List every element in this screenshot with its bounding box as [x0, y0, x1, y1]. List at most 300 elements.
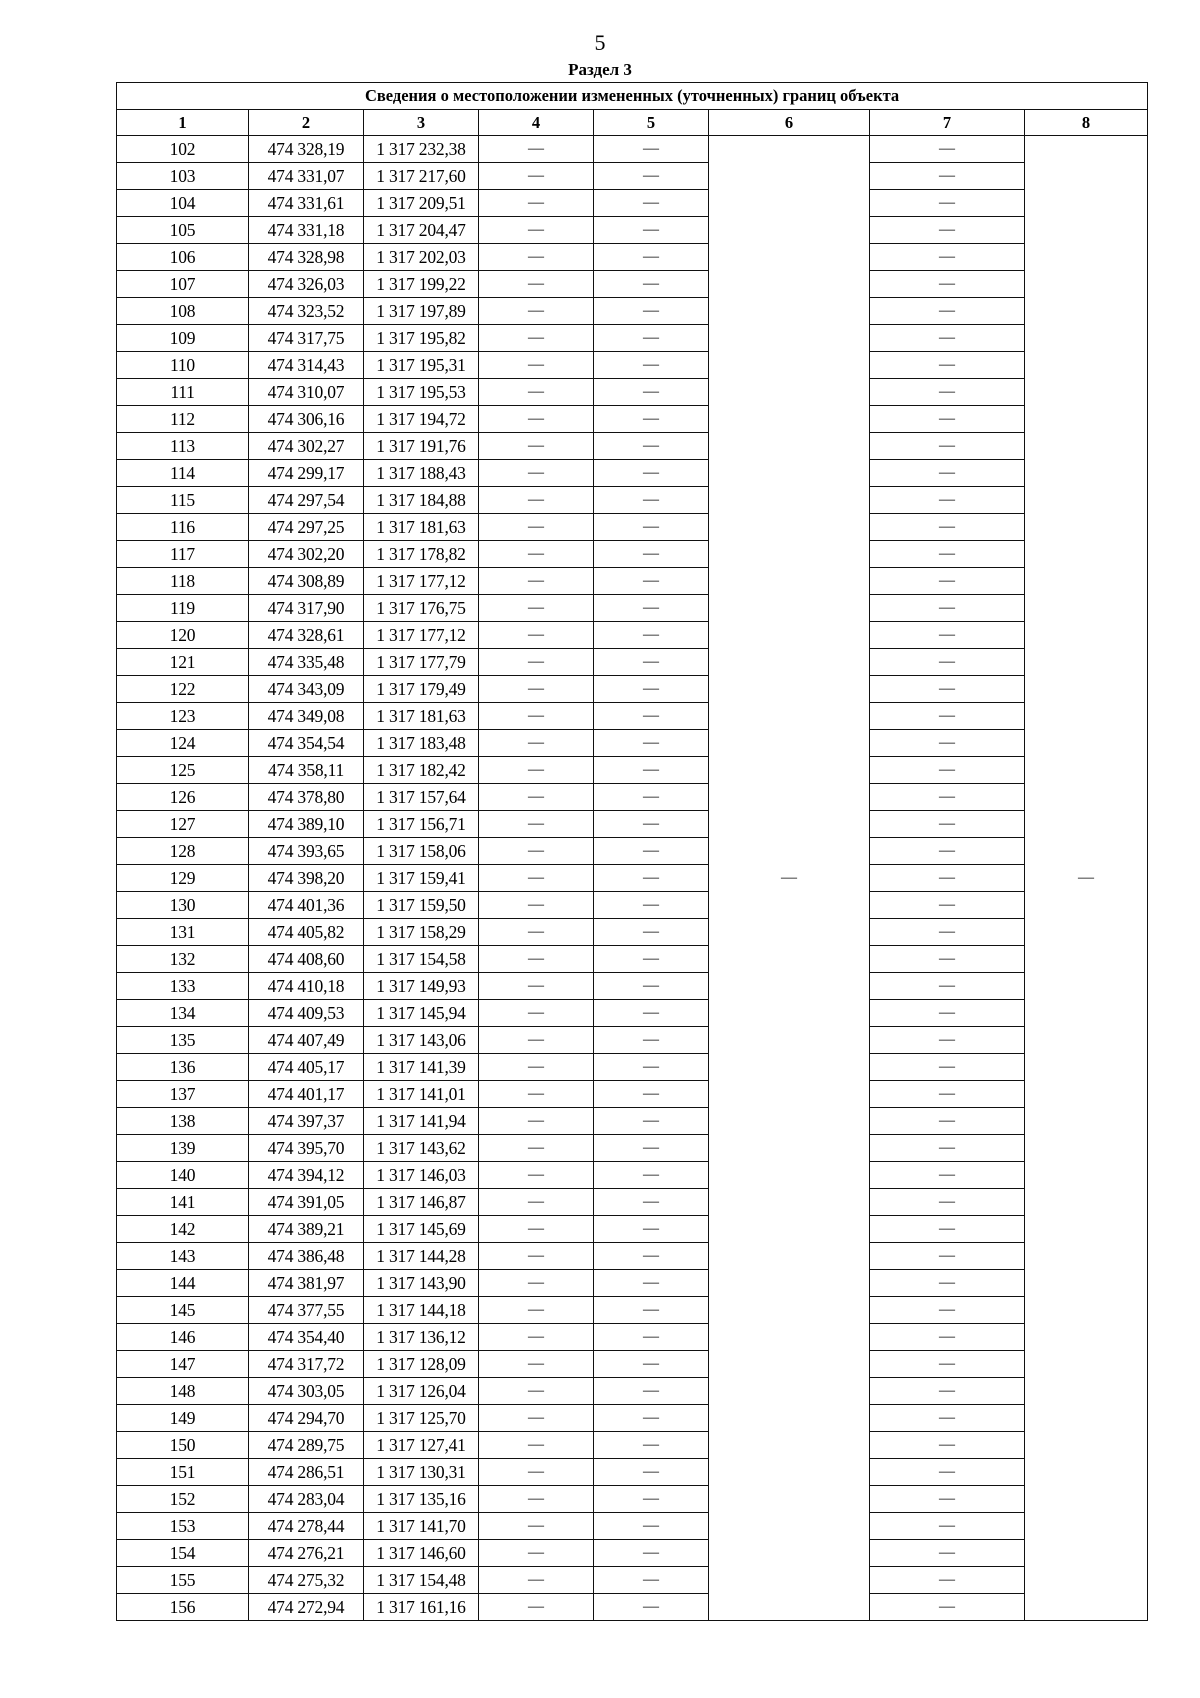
col4-cell: —: [479, 622, 594, 649]
table-row: [117, 1405, 1148, 1432]
x-coordinate-cell: 474 335,48: [249, 649, 364, 676]
col5-cell: —: [594, 1189, 709, 1216]
col7-cell: —: [870, 433, 1025, 460]
col5-cell: —: [594, 1594, 709, 1621]
table-row: [117, 1108, 1148, 1135]
col7-cell: —: [870, 919, 1025, 946]
col7-cell: —: [870, 460, 1025, 487]
point-number-cell: 138: [117, 1108, 249, 1135]
col6-merged-cell: —: [709, 136, 870, 1621]
col7-cell: —: [870, 1540, 1025, 1567]
table-row: [117, 676, 1148, 703]
x-coordinate-cell: 474 408,60: [249, 946, 364, 973]
col5-cell: —: [594, 433, 709, 460]
y-coordinate-cell: 1 317 232,38: [364, 136, 479, 163]
y-coordinate-cell: 1 317 154,58: [364, 946, 479, 973]
col4-cell: —: [479, 406, 594, 433]
y-coordinate-cell: 1 317 143,62: [364, 1135, 479, 1162]
point-number-cell: 141: [117, 1189, 249, 1216]
col4-cell: —: [479, 1108, 594, 1135]
y-coordinate-cell: 1 317 154,48: [364, 1567, 479, 1594]
y-coordinate-cell: 1 317 197,89: [364, 298, 479, 325]
col7-cell: —: [870, 352, 1025, 379]
point-number-cell: 143: [117, 1243, 249, 1270]
col5-cell: —: [594, 973, 709, 1000]
point-number-cell: 117: [117, 541, 249, 568]
col4-cell: —: [479, 1351, 594, 1378]
col4-cell: —: [479, 433, 594, 460]
col7-cell: —: [870, 406, 1025, 433]
col5-cell: —: [594, 298, 709, 325]
x-coordinate-cell: 474 306,16: [249, 406, 364, 433]
table-caption: Сведения о местоположении измененных (уточненных) границ объекта: [117, 83, 1148, 110]
col7-cell: —: [870, 1054, 1025, 1081]
col5-cell: —: [594, 1432, 709, 1459]
col7-cell: —: [870, 973, 1025, 1000]
table-row: [117, 1432, 1148, 1459]
point-number-cell: 121: [117, 649, 249, 676]
x-coordinate-cell: 474 317,75: [249, 325, 364, 352]
table-row: [117, 838, 1148, 865]
column-header-row: [117, 110, 1148, 136]
col5-cell: —: [594, 568, 709, 595]
x-coordinate-cell: 474 303,05: [249, 1378, 364, 1405]
col4-cell: —: [479, 1594, 594, 1621]
point-number-cell: 136: [117, 1054, 249, 1081]
y-coordinate-cell: 1 317 146,03: [364, 1162, 479, 1189]
y-coordinate-cell: 1 317 136,12: [364, 1324, 479, 1351]
col5-cell: —: [594, 757, 709, 784]
column-header-4: 4: [479, 110, 594, 136]
x-coordinate-cell: 474 397,37: [249, 1108, 364, 1135]
table-body: [117, 136, 1148, 1621]
table-row: [117, 1270, 1148, 1297]
table-row: [117, 163, 1148, 190]
y-coordinate-cell: 1 317 141,01: [364, 1081, 479, 1108]
point-number-cell: 127: [117, 811, 249, 838]
col5-cell: —: [594, 1108, 709, 1135]
point-number-cell: 137: [117, 1081, 249, 1108]
x-coordinate-cell: 474 393,65: [249, 838, 364, 865]
point-number-cell: 105: [117, 217, 249, 244]
table-row: [117, 892, 1148, 919]
col4-cell: —: [479, 1162, 594, 1189]
x-coordinate-cell: 474 343,09: [249, 676, 364, 703]
col5-cell: —: [594, 379, 709, 406]
col7-cell: —: [870, 487, 1025, 514]
table-row: [117, 1000, 1148, 1027]
table-row: [117, 865, 1148, 892]
y-coordinate-cell: 1 317 143,90: [364, 1270, 479, 1297]
col5-cell: —: [594, 1162, 709, 1189]
x-coordinate-cell: 474 302,27: [249, 433, 364, 460]
table-row: [117, 271, 1148, 298]
col4-cell: —: [479, 1135, 594, 1162]
col7-cell: —: [870, 514, 1025, 541]
y-coordinate-cell: 1 317 144,18: [364, 1297, 479, 1324]
col4-cell: —: [479, 595, 594, 622]
y-coordinate-cell: 1 317 181,63: [364, 514, 479, 541]
table-row: [117, 352, 1148, 379]
y-coordinate-cell: 1 317 158,29: [364, 919, 479, 946]
col5-cell: —: [594, 1513, 709, 1540]
col4-cell: —: [479, 1432, 594, 1459]
y-coordinate-cell: 1 317 128,09: [364, 1351, 479, 1378]
col5-cell: —: [594, 1297, 709, 1324]
col7-cell: —: [870, 649, 1025, 676]
y-coordinate-cell: 1 317 125,70: [364, 1405, 479, 1432]
col4-cell: —: [479, 730, 594, 757]
x-coordinate-cell: 474 302,20: [249, 541, 364, 568]
column-header-5: 5: [594, 110, 709, 136]
y-coordinate-cell: 1 317 177,12: [364, 568, 479, 595]
col5-cell: —: [594, 838, 709, 865]
point-number-cell: 144: [117, 1270, 249, 1297]
col5-cell: —: [594, 784, 709, 811]
point-number-cell: 123: [117, 703, 249, 730]
col5-cell: —: [594, 892, 709, 919]
x-coordinate-cell: 474 272,94: [249, 1594, 364, 1621]
column-header-1: 1: [117, 110, 249, 136]
col5-cell: —: [594, 487, 709, 514]
col5-cell: —: [594, 595, 709, 622]
table-row: [117, 703, 1148, 730]
point-number-cell: 122: [117, 676, 249, 703]
point-number-cell: 130: [117, 892, 249, 919]
y-coordinate-cell: 1 317 204,47: [364, 217, 479, 244]
point-number-cell: 119: [117, 595, 249, 622]
x-coordinate-cell: 474 410,18: [249, 973, 364, 1000]
col5-cell: —: [594, 217, 709, 244]
col4-cell: —: [479, 1297, 594, 1324]
col5-cell: —: [594, 1378, 709, 1405]
y-coordinate-cell: 1 317 177,12: [364, 622, 479, 649]
col5-cell: —: [594, 1540, 709, 1567]
col7-cell: —: [870, 1405, 1025, 1432]
point-number-cell: 113: [117, 433, 249, 460]
section-title: Раздел 3: [568, 60, 632, 79]
x-coordinate-cell: 474 395,70: [249, 1135, 364, 1162]
column-header-8: 8: [1025, 110, 1148, 136]
col5-cell: —: [594, 703, 709, 730]
y-coordinate-cell: 1 317 146,60: [364, 1540, 479, 1567]
col7-cell: —: [870, 244, 1025, 271]
x-coordinate-cell: 474 331,61: [249, 190, 364, 217]
col5-cell: —: [594, 1459, 709, 1486]
col4-cell: —: [479, 1081, 594, 1108]
table-row: [117, 460, 1148, 487]
col5-cell: —: [594, 136, 709, 163]
x-coordinate-cell: 474 354,54: [249, 730, 364, 757]
col4-cell: —: [479, 1513, 594, 1540]
point-number-cell: 135: [117, 1027, 249, 1054]
table-row: [117, 1378, 1148, 1405]
col4-cell: —: [479, 1405, 594, 1432]
col7-cell: —: [870, 1108, 1025, 1135]
col5-cell: —: [594, 730, 709, 757]
col5-cell: —: [594, 946, 709, 973]
point-number-cell: 146: [117, 1324, 249, 1351]
table-row: [117, 1135, 1148, 1162]
table-row: [117, 1162, 1148, 1189]
col7-cell: —: [870, 271, 1025, 298]
col4-cell: —: [479, 838, 594, 865]
column-header-6: 6: [709, 110, 870, 136]
table-row: [117, 1324, 1148, 1351]
col4-cell: —: [479, 514, 594, 541]
col8-merged-cell: —: [1025, 136, 1148, 1621]
point-number-cell: 109: [117, 325, 249, 352]
y-coordinate-cell: 1 317 179,49: [364, 676, 479, 703]
col7-cell: —: [870, 298, 1025, 325]
x-coordinate-cell: 474 358,11: [249, 757, 364, 784]
col5-cell: —: [594, 1324, 709, 1351]
x-coordinate-cell: 474 389,21: [249, 1216, 364, 1243]
col4-cell: —: [479, 703, 594, 730]
y-coordinate-cell: 1 317 135,16: [364, 1486, 479, 1513]
y-coordinate-cell: 1 317 176,75: [364, 595, 479, 622]
col4-cell: —: [479, 1459, 594, 1486]
col4-cell: —: [479, 136, 594, 163]
col7-cell: —: [870, 892, 1025, 919]
y-coordinate-cell: 1 317 149,93: [364, 973, 479, 1000]
y-coordinate-cell: 1 317 161,16: [364, 1594, 479, 1621]
col4-cell: —: [479, 1027, 594, 1054]
col5-cell: —: [594, 865, 709, 892]
col7-cell: —: [870, 1486, 1025, 1513]
x-coordinate-cell: 474 275,32: [249, 1567, 364, 1594]
point-number-cell: 115: [117, 487, 249, 514]
col5-cell: —: [594, 352, 709, 379]
y-coordinate-cell: 1 317 126,04: [364, 1378, 479, 1405]
col7-cell: —: [870, 1324, 1025, 1351]
x-coordinate-cell: 474 317,90: [249, 595, 364, 622]
y-coordinate-cell: 1 317 157,64: [364, 784, 479, 811]
table-row: [117, 1216, 1148, 1243]
col7-cell: —: [870, 1270, 1025, 1297]
y-coordinate-cell: 1 317 127,41: [364, 1432, 479, 1459]
y-coordinate-cell: 1 317 184,88: [364, 487, 479, 514]
col7-cell: —: [870, 730, 1025, 757]
col4-cell: —: [479, 298, 594, 325]
col7-cell: —: [870, 1243, 1025, 1270]
x-coordinate-cell: 474 310,07: [249, 379, 364, 406]
col5-cell: —: [594, 1405, 709, 1432]
y-coordinate-cell: 1 317 202,03: [364, 244, 479, 271]
x-coordinate-cell: 474 405,82: [249, 919, 364, 946]
col5-cell: —: [594, 1081, 709, 1108]
y-coordinate-cell: 1 317 178,82: [364, 541, 479, 568]
col7-cell: —: [870, 1459, 1025, 1486]
y-coordinate-cell: 1 317 191,76: [364, 433, 479, 460]
col5-cell: —: [594, 1000, 709, 1027]
col5-cell: —: [594, 244, 709, 271]
column-header-3: 3: [364, 110, 479, 136]
point-number-cell: 134: [117, 1000, 249, 1027]
y-coordinate-cell: 1 317 195,53: [364, 379, 479, 406]
x-coordinate-cell: 474 391,05: [249, 1189, 364, 1216]
col7-cell: —: [870, 838, 1025, 865]
col4-cell: —: [479, 1567, 594, 1594]
point-number-cell: 114: [117, 460, 249, 487]
table-row: [117, 1243, 1148, 1270]
x-coordinate-cell: 474 317,72: [249, 1351, 364, 1378]
point-number-cell: 106: [117, 244, 249, 271]
col7-cell: —: [870, 217, 1025, 244]
point-number-cell: 133: [117, 973, 249, 1000]
col7-cell: —: [870, 136, 1025, 163]
col7-cell: —: [870, 163, 1025, 190]
col4-cell: —: [479, 217, 594, 244]
col4-cell: —: [479, 865, 594, 892]
col7-cell: —: [870, 1027, 1025, 1054]
x-coordinate-cell: 474 308,89: [249, 568, 364, 595]
col7-cell: —: [870, 568, 1025, 595]
table-row: [117, 946, 1148, 973]
y-coordinate-cell: 1 317 158,06: [364, 838, 479, 865]
table-row: [117, 244, 1148, 271]
point-number-cell: 131: [117, 919, 249, 946]
col5-cell: —: [594, 649, 709, 676]
col4-cell: —: [479, 541, 594, 568]
table-row: [117, 919, 1148, 946]
col7-cell: —: [870, 703, 1025, 730]
x-coordinate-cell: 474 286,51: [249, 1459, 364, 1486]
table-row: [117, 622, 1148, 649]
col5-cell: —: [594, 1567, 709, 1594]
col7-cell: —: [870, 811, 1025, 838]
col4-cell: —: [479, 244, 594, 271]
table-row: [117, 136, 1148, 163]
col5-cell: —: [594, 325, 709, 352]
col4-cell: —: [479, 973, 594, 1000]
col7-cell: —: [870, 1216, 1025, 1243]
x-coordinate-cell: 474 401,17: [249, 1081, 364, 1108]
y-coordinate-cell: 1 317 194,72: [364, 406, 479, 433]
x-coordinate-cell: 474 331,18: [249, 217, 364, 244]
x-coordinate-cell: 474 276,21: [249, 1540, 364, 1567]
table-row: [117, 811, 1148, 838]
point-number-cell: 112: [117, 406, 249, 433]
x-coordinate-cell: 474 381,97: [249, 1270, 364, 1297]
x-coordinate-cell: 474 377,55: [249, 1297, 364, 1324]
table-row: [117, 730, 1148, 757]
table-row: [117, 595, 1148, 622]
x-coordinate-cell: 474 323,52: [249, 298, 364, 325]
point-number-cell: 129: [117, 865, 249, 892]
col7-cell: —: [870, 325, 1025, 352]
col7-cell: —: [870, 1432, 1025, 1459]
col5-cell: —: [594, 1054, 709, 1081]
y-coordinate-cell: 1 317 144,28: [364, 1243, 479, 1270]
col7-cell: —: [870, 865, 1025, 892]
point-number-cell: 132: [117, 946, 249, 973]
y-coordinate-cell: 1 317 217,60: [364, 163, 479, 190]
y-coordinate-cell: 1 317 177,79: [364, 649, 479, 676]
column-header-2: 2: [249, 110, 364, 136]
y-coordinate-cell: 1 317 159,50: [364, 892, 479, 919]
col7-cell: —: [870, 1567, 1025, 1594]
y-coordinate-cell: 1 317 146,87: [364, 1189, 479, 1216]
col4-cell: —: [479, 1216, 594, 1243]
x-coordinate-cell: 474 326,03: [249, 271, 364, 298]
point-number-cell: 118: [117, 568, 249, 595]
table-row: [117, 1054, 1148, 1081]
col7-cell: —: [870, 1513, 1025, 1540]
col7-cell: —: [870, 379, 1025, 406]
col4-cell: —: [479, 487, 594, 514]
x-coordinate-cell: 474 299,17: [249, 460, 364, 487]
col4-cell: —: [479, 352, 594, 379]
x-coordinate-cell: 474 283,04: [249, 1486, 364, 1513]
point-number-cell: 103: [117, 163, 249, 190]
point-number-cell: 107: [117, 271, 249, 298]
col4-cell: —: [479, 460, 594, 487]
point-number-cell: 145: [117, 1297, 249, 1324]
table-row: [117, 298, 1148, 325]
col4-cell: —: [479, 1243, 594, 1270]
col7-cell: —: [870, 622, 1025, 649]
table-row: [117, 190, 1148, 217]
col5-cell: —: [594, 1351, 709, 1378]
col7-cell: —: [870, 1000, 1025, 1027]
col4-cell: —: [479, 1540, 594, 1567]
x-coordinate-cell: 474 401,36: [249, 892, 364, 919]
col4-cell: —: [479, 379, 594, 406]
col4-cell: —: [479, 811, 594, 838]
point-number-cell: 126: [117, 784, 249, 811]
col7-cell: —: [870, 1378, 1025, 1405]
y-coordinate-cell: 1 317 159,41: [364, 865, 479, 892]
table-row: [117, 1486, 1148, 1513]
col5-cell: —: [594, 190, 709, 217]
y-coordinate-cell: 1 317 209,51: [364, 190, 479, 217]
table-row: [117, 1513, 1148, 1540]
col7-cell: —: [870, 1135, 1025, 1162]
col4-cell: —: [479, 271, 594, 298]
col4-cell: —: [479, 676, 594, 703]
col5-cell: —: [594, 1270, 709, 1297]
point-number-cell: 153: [117, 1513, 249, 1540]
table-row: [117, 1594, 1148, 1621]
col7-cell: —: [870, 1297, 1025, 1324]
x-coordinate-cell: 474 354,40: [249, 1324, 364, 1351]
x-coordinate-cell: 474 386,48: [249, 1243, 364, 1270]
col4-cell: —: [479, 1000, 594, 1027]
x-coordinate-cell: 474 297,54: [249, 487, 364, 514]
point-number-cell: 154: [117, 1540, 249, 1567]
col7-cell: —: [870, 1162, 1025, 1189]
point-number-cell: 148: [117, 1378, 249, 1405]
col4-cell: —: [479, 1189, 594, 1216]
point-number-cell: 124: [117, 730, 249, 757]
col7-cell: —: [870, 595, 1025, 622]
col5-cell: —: [594, 919, 709, 946]
x-coordinate-cell: 474 389,10: [249, 811, 364, 838]
table-row: [117, 784, 1148, 811]
x-coordinate-cell: 474 407,49: [249, 1027, 364, 1054]
col4-cell: —: [479, 892, 594, 919]
col7-cell: —: [870, 757, 1025, 784]
y-coordinate-cell: 1 317 182,42: [364, 757, 479, 784]
col7-cell: —: [870, 190, 1025, 217]
col7-cell: —: [870, 1594, 1025, 1621]
table-row: [117, 541, 1148, 568]
point-number-cell: 120: [117, 622, 249, 649]
col5-cell: —: [594, 1486, 709, 1513]
col5-cell: —: [594, 514, 709, 541]
y-coordinate-cell: 1 317 130,31: [364, 1459, 479, 1486]
